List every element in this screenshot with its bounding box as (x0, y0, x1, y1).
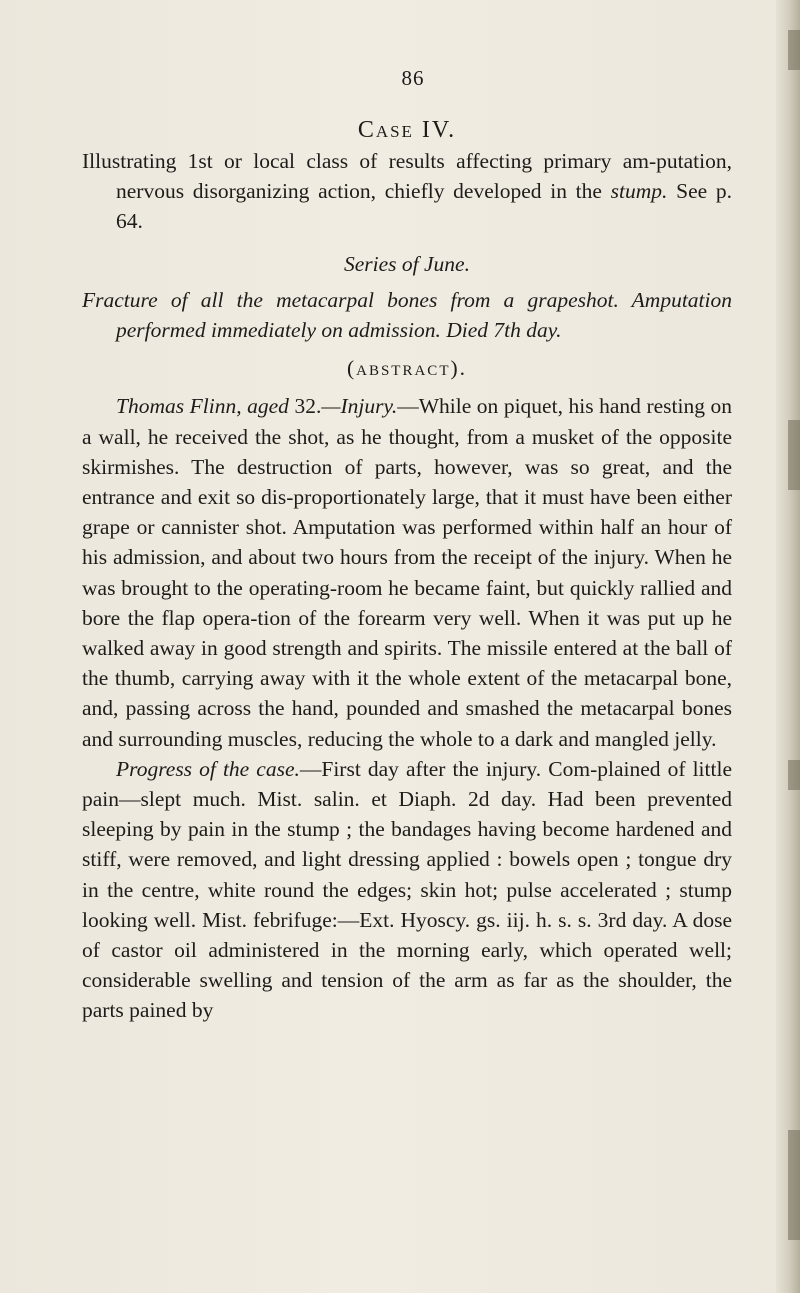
page-edge-shadow (776, 0, 800, 1293)
injury-label: —Injury. (321, 394, 398, 419)
page-text (82, 62, 732, 1026)
case-title: Fracture of all the metacarpal bones from a grapeshot. Amputation performed immediately on admission. Died 7th day. (82, 287, 732, 343)
edge-stain (788, 1130, 800, 1240)
progress-paragraph (82, 754, 732, 1026)
edge-stain (788, 760, 800, 790)
page-number: 86 (401, 66, 425, 90)
intro-text: Illustrating 1st or local class of results affecting primary am-putation, nervous disorganizing action, chiefly developed in the (82, 149, 732, 204)
progress-label: Progress of the case. (116, 756, 300, 781)
patient-name: Thomas Flinn, aged (116, 394, 289, 419)
series-title: Series of June. (344, 251, 470, 276)
progress-text: —First day after the injury. Com-plained of little pain—slept much. Mist. salin. et Diaph. 2d day. Had been prevented sleeping by pain in the stump ; the bandages having become hardened and stiff, were removed, and light dressing applied : bowels open ; tongue dry in the centre, white round the edges; skin hot; pulse accelerated ; stump looking well. Mist. febrifuge:—Ext. Hyoscy. gs. iij. h. s. s. 3rd day. A dose of castor oil administered in the morning early, which operated well; considerable swelling and tension of the arm as far as the shoulder, the parts pained by (82, 756, 732, 1023)
case-heading: Case IV. (357, 117, 457, 143)
intro-stump-word: stump. (610, 179, 668, 204)
patient-age: 32. (294, 394, 322, 419)
edge-stain (788, 420, 800, 490)
abstract-label: (abstract). (346, 356, 468, 381)
intro-paragraph (82, 146, 732, 237)
injury-paragraph (82, 391, 732, 753)
injury-text: —While on piquet, his hand resting on a wall, he received the shot, as he thought, from a musket of the opposite skirmishes. The destruction of parts, however, was so great, and the entrance and exit so dis-proportionately large, that it must have been either grape or cannister shot. Amputation was performed within half an hour of his admission, and about two hours from the receipt of the injury. When he was brought to the operating-room he became faint, but quickly rallied and bore the flap opera-tion of the forearm very well. When it was put up he walked away in good strength and spirits. The missile entered at the ball of the thumb, carrying away with it the whole extent of the metacarpal bone, and, passing across the hand, pounded and smashed the metacarpal bones and surrounding muscles, reducing the whole to a dark and mangled jelly. (82, 394, 733, 751)
intro-see-ref: See p. 64. (116, 179, 733, 234)
edge-stain (788, 30, 800, 70)
